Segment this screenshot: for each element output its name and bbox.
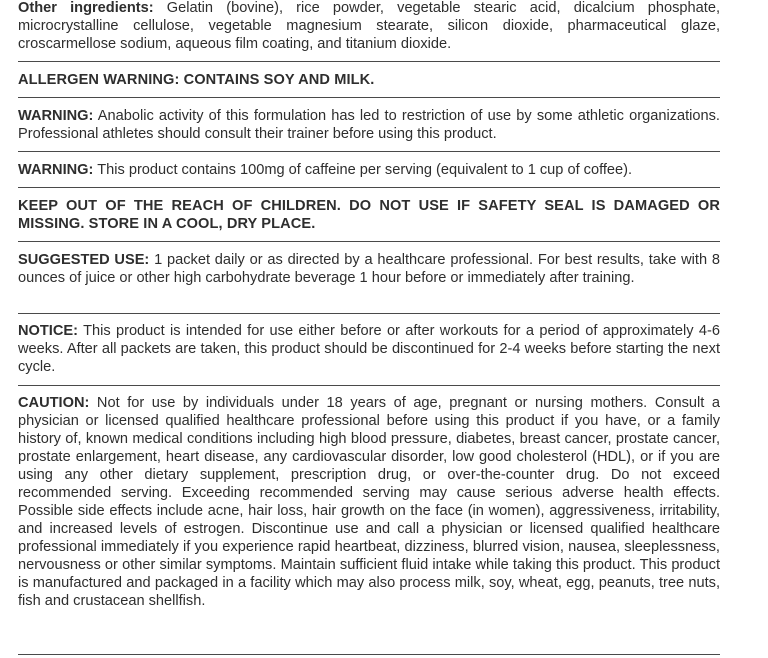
keep-out-of-reach-warning: KEEP OUT OF THE REACH OF CHILDREN. DO NOT USE IF SAFETY SEAL IS DAMAGED OR MISSING. STORE IN A COOL, DRY PLACE. — [18, 198, 720, 232]
other-ingredients-heading: Other ingredients: — [18, 0, 154, 16]
notice-text: This product is intended for use either before or after workouts for a period of approximately 4-6 weeks. After all packets are taken, this product should be discontinued for 2-4 weeks before starting the next cycle. — [18, 323, 720, 375]
caffeine-warning-section — [18, 161, 720, 179]
anabolic-warning-section — [18, 107, 720, 143]
section-divider — [18, 151, 720, 152]
suggested-use-text: 1 packet daily or as directed by a healthcare professional. For best results, take with 8 ounces of juice or other high carbohydrate beverage 1 hour before or immediately after training. — [18, 252, 720, 286]
section-divider — [18, 241, 720, 242]
section-divider — [18, 97, 720, 98]
section-divider — [18, 385, 720, 386]
suggested-use-heading: SUGGESTED USE: — [18, 252, 150, 268]
notice-section — [18, 322, 720, 376]
other-ingredients-section — [18, 0, 720, 53]
section-divider — [18, 61, 720, 62]
section-divider — [18, 313, 720, 314]
caution-heading: CAUTION: — [18, 395, 90, 411]
anabolic-warning-text: Anabolic activity of this formulation has led to restriction of use by some athletic organizations. Professional athletes should consult their trainer before using this product. — [18, 108, 720, 142]
other-ingredients-text: Gelatin (bovine), rice powder, vegetable stearic acid, dicalcium phosphate, microcrystalline cellulose, vegetable magnesium stearate, silicon dioxide, pharmaceutical glaze, croscarmellose sodium, aqueous film coating, and titanium dioxide. — [18, 0, 720, 52]
section-divider — [18, 654, 720, 655]
suggested-use-section — [18, 251, 720, 287]
caution-text: Not for use by individuals under 18 years of age, pregnant or nursing mothers. Consult a physician or licensed qualified healthcare professional before using this product if you have, or a family history of, known medical conditions including high blood pressure, diabetes, breast cancer, prostate cancer, prostate enlargement, heart disease, any cardiovascular disorder, low good cholesterol (HDL), or if you are using any other dietary supplement, prescription drug, or over-the-counter drug. Do not exceed recommended serving. Exceeding recommended serving may cause serious adverse health effects. Possible side effects include acne, hair loss, hair growth on the face (in women), aggressiveness, irritability, and increased levels of estrogen. Discontinue use and call a physician or licensed qualified healthcare professional immediately if you experience rapid heartbeat, dizziness, blurred vision, nausea, sleeplessness, nervousness or other similar symptoms. Maintain sufficient fluid intake while taking this product. This product is manufactured and packaged in a facility which may also process milk, soy, wheat, egg, peanuts, tree nuts, fish and crustacean shellfish. — [18, 395, 720, 609]
caution-section — [18, 394, 720, 610]
allergen-warning: ALLERGEN WARNING: CONTAINS SOY AND MILK. — [18, 72, 375, 88]
caffeine-warning-text: This product contains 100mg of caffeine per serving (equivalent to 1 cup of coffee). — [93, 162, 633, 178]
anabolic-warning-heading: WARNING: — [18, 108, 94, 124]
caffeine-warning-heading: WARNING: — [18, 162, 94, 178]
section-divider — [18, 187, 720, 188]
notice-heading: NOTICE: — [18, 323, 78, 339]
